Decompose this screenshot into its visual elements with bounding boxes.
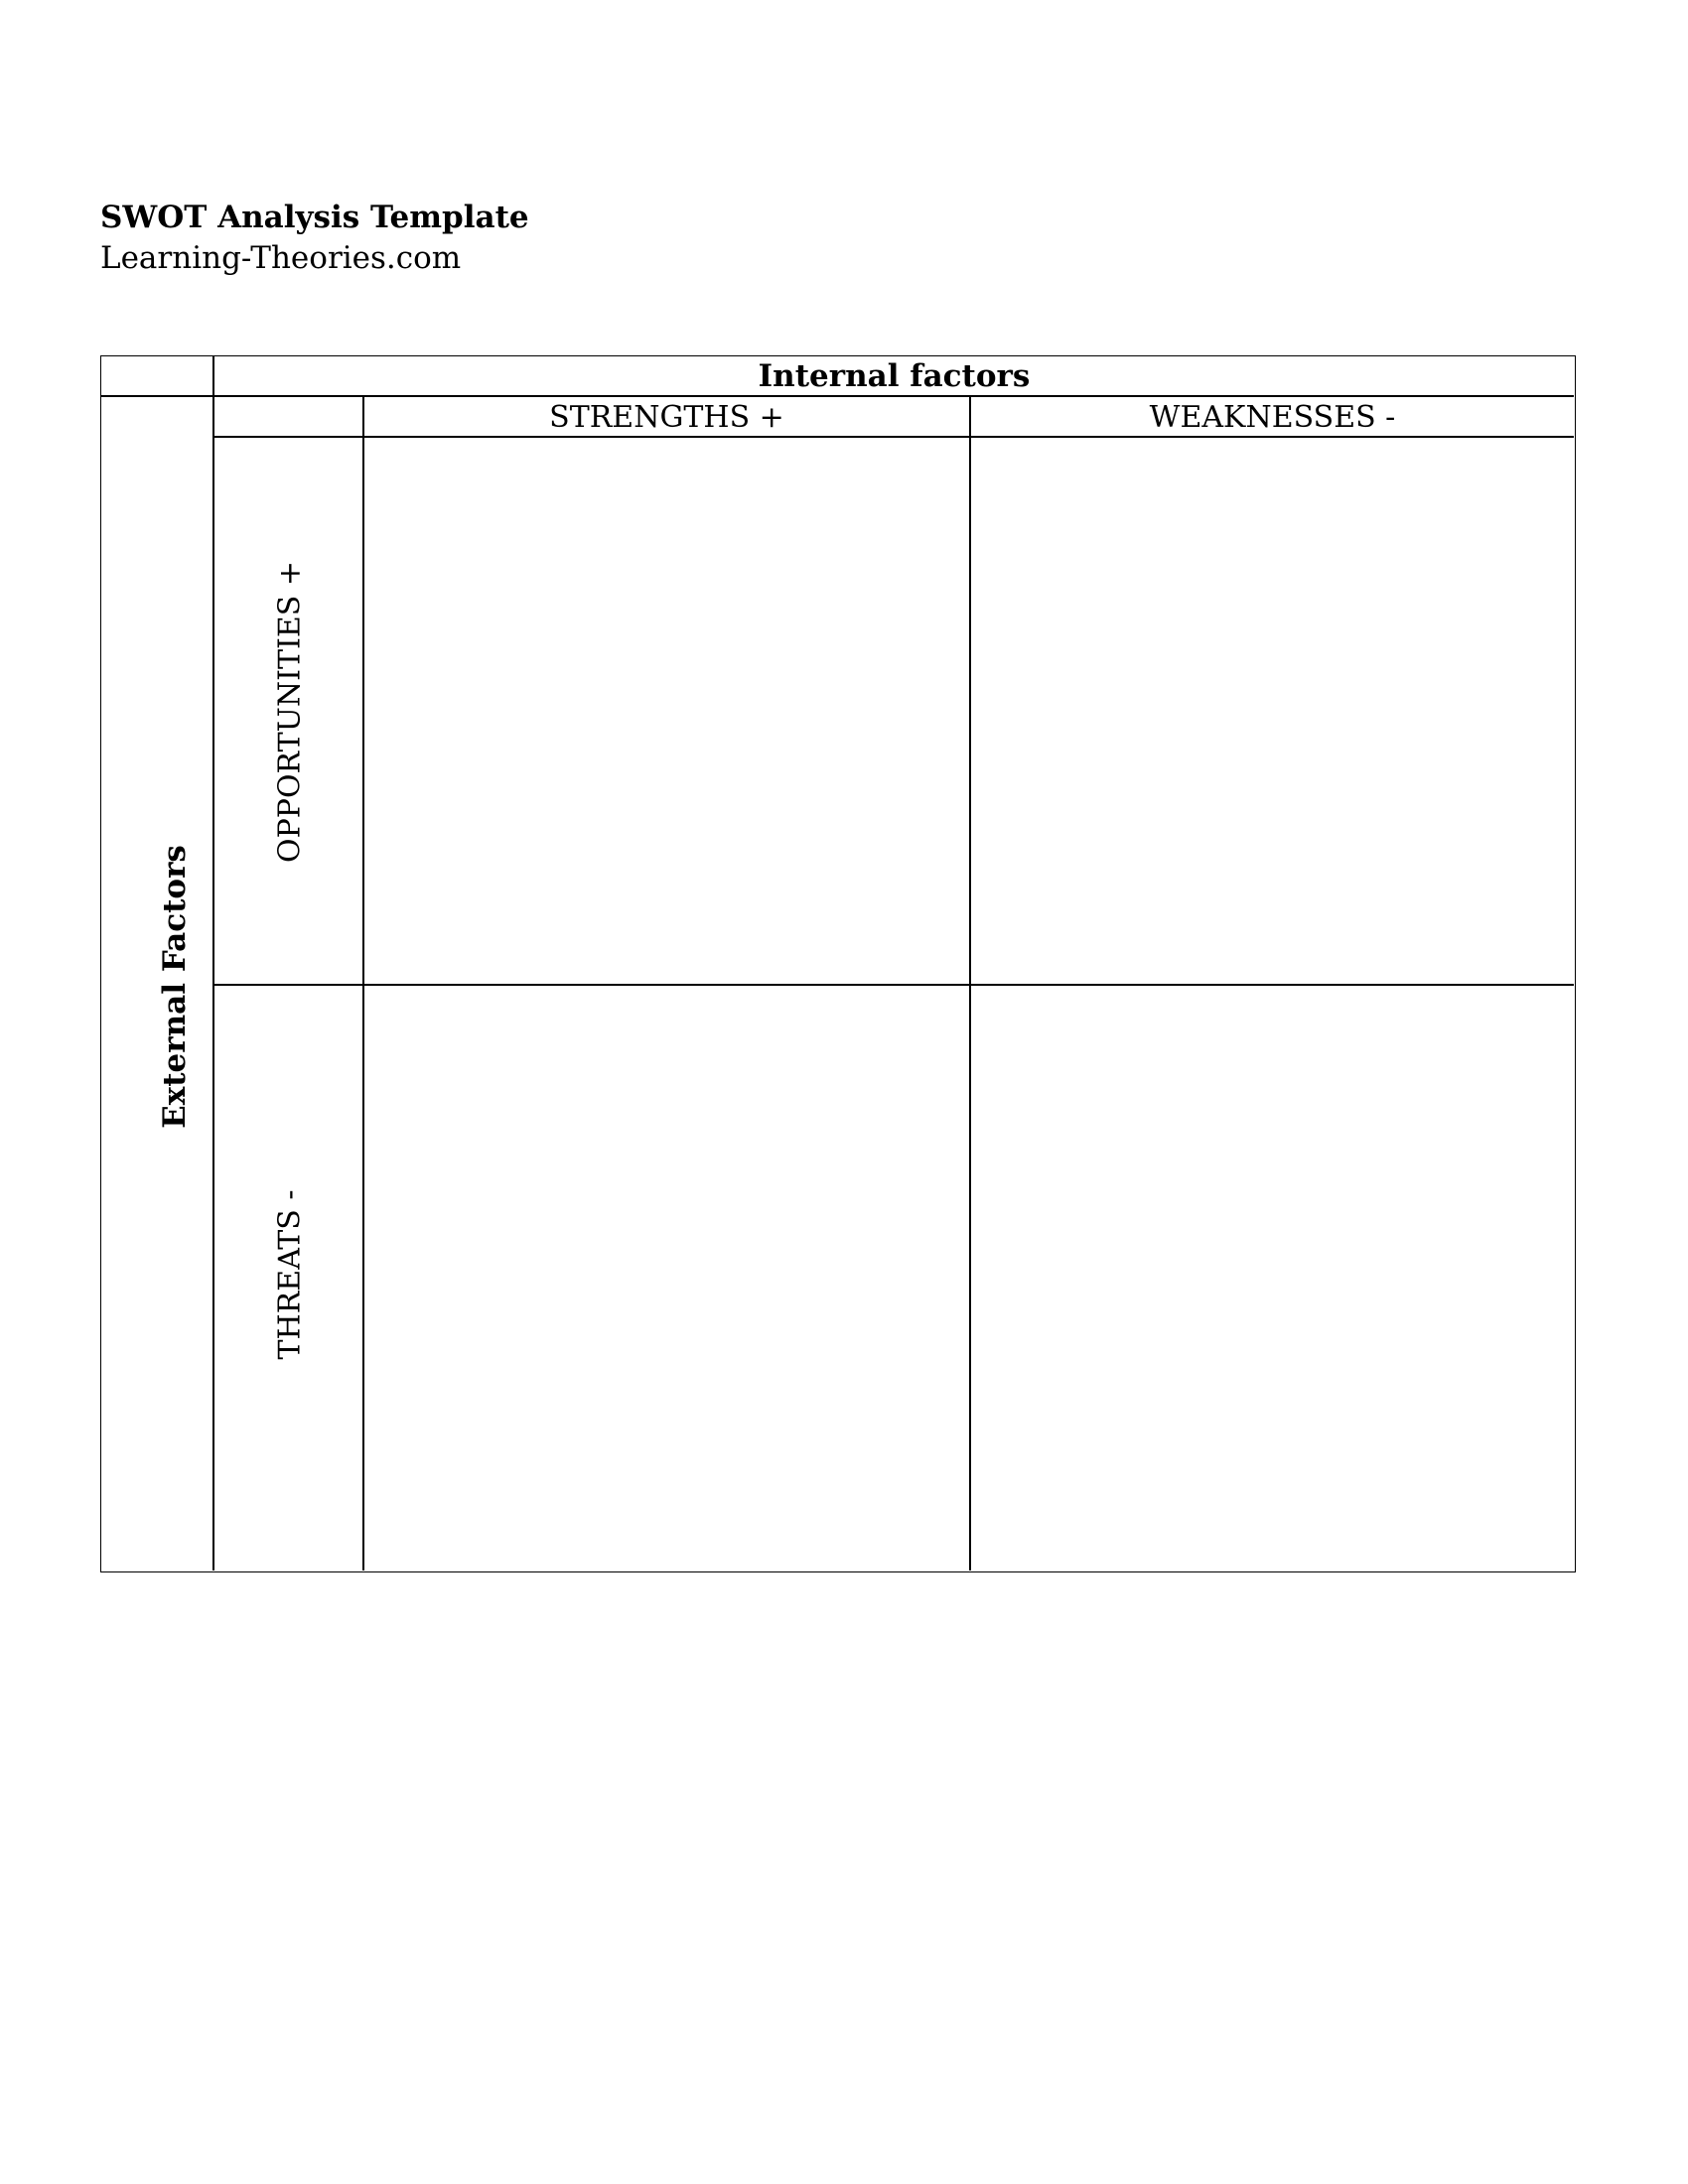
external-column-divider [212,356,214,1570]
weaknesses-opportunities-cell[interactable] [971,438,1574,984]
weaknesses-threats-cell[interactable] [971,986,1574,1570]
strengths-threats-cell[interactable] [364,986,969,1570]
strengths-opportunities-cell[interactable] [364,438,969,984]
internal-factors-header: Internal factors [758,358,1031,394]
swot-table [100,355,1576,1572]
strengths-column-header: STRENGTHS + [549,399,784,435]
opportunities-row-label: OPPORTUNITIES + [272,561,308,863]
external-factors-header: External Factors [157,845,193,1129]
document-source: Learning-Theories.com [100,240,462,276]
threats-row-label: THREATS - [272,1189,308,1360]
weaknesses-column-header: WEAKNESSES - [1149,399,1396,435]
document-title: SWOT Analysis Template [100,200,529,235]
document-header [100,197,529,278]
